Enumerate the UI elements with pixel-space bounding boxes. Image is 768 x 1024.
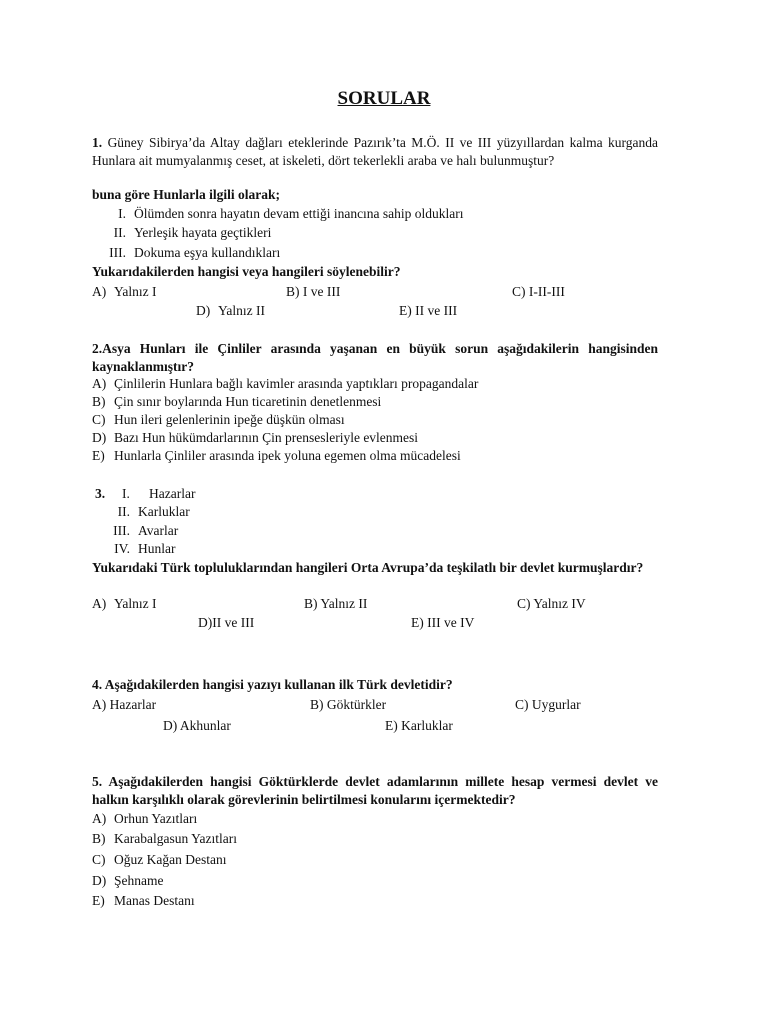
question-4-option-b: B) Göktürkler	[310, 697, 387, 712]
question-2-stem-text: 2.Asya Hunları ile Çinliler arasında yaşanan en büyük sorun aşağıdakilerin hangisinden kaynaklanmıştır?	[92, 341, 658, 374]
option-label: A)	[92, 596, 107, 611]
question-5-option	[92, 892, 195, 910]
item-label: I.	[118, 206, 126, 221]
item-label: II.	[113, 225, 126, 240]
question-1-option-e: E) II ve III	[399, 303, 458, 318]
item-label: IV.	[114, 541, 130, 556]
question-3-item	[96, 503, 190, 521]
option-label: B)	[92, 394, 106, 409]
option-label: E)	[92, 893, 105, 908]
option-text: Yalnız I	[114, 284, 157, 299]
option-label: D)	[92, 430, 107, 445]
option-label: C)	[92, 852, 106, 867]
question-3-option-b: B) Yalnız II	[304, 596, 368, 611]
option-label: A)	[92, 376, 107, 391]
question-5-option	[92, 872, 164, 890]
option-text: Bazı Hun hükümdarlarının Çin prensesleriyle evlenmesi	[114, 430, 419, 445]
question-3-option-a	[92, 595, 157, 613]
question-3-option-c: C) Yalnız IV	[517, 596, 586, 611]
question-1-item	[92, 205, 464, 223]
question-3-question-text: Yukarıdaki Türk topluluklarından hangileri Orta Avrupa’da teşkilatlı bir devlet kurmuşlardır?	[92, 560, 644, 575]
question-5-option	[92, 851, 226, 869]
option-text: Hunlarla Çinliler arasında ipek yoluna egemen olma mücadelesi	[114, 448, 461, 463]
question-1-item	[92, 224, 271, 242]
question-1-option-b: B) I ve III	[286, 284, 341, 299]
question-1-lead: buna göre Hunlarla ilgili olarak;	[92, 187, 281, 202]
question-5-option	[92, 810, 197, 828]
option-text: Oğuz Kağan Destanı	[114, 852, 227, 867]
option-text: Yalnız II	[218, 303, 265, 318]
page-title: SORULAR	[337, 88, 431, 109]
question-4-option-c: C) Uygurlar	[515, 697, 581, 712]
question-3-item	[96, 540, 176, 558]
option-label: C)	[92, 412, 106, 427]
item-label: III.	[109, 245, 126, 260]
question-1-option-a	[92, 283, 157, 301]
question-1-option-c: C) I-II-III	[512, 284, 565, 299]
question-3-question	[92, 559, 658, 577]
option-text: Hun ileri gelenlerinin ipeğe düşkün olması	[114, 412, 345, 427]
question-1-number: 1.	[92, 135, 103, 150]
item-label: I.	[122, 486, 130, 501]
option-text: Manas Destanı	[114, 893, 195, 908]
option-label: E)	[92, 448, 105, 463]
option-text: Yalnız I	[114, 596, 157, 611]
option-text: Çin sınır boylarında Hun ticaretinin denetlenmesi	[114, 394, 382, 409]
question-3-option-e: E) III ve IV	[411, 615, 475, 630]
question-4-option-a: A) Hazarlar	[92, 697, 157, 712]
question-5-stem	[92, 773, 658, 809]
question-4-option-e: E) Karluklar	[385, 718, 453, 733]
item-text: Dokuma eşya kullandıkları	[134, 245, 281, 260]
item-text: Yerleşik hayata geçtikleri	[134, 225, 272, 240]
question-3-option-d: D)II ve III	[198, 615, 255, 630]
question-2-option	[92, 393, 381, 411]
question-5-stem-text: 5. Aşağıdakilerden hangisi Göktürklerde devlet adamlarının millete hesap vermesi devlet ve halkın karşılıklı olarak görevlerinin belirtilmesi konularını içermektedir?	[92, 774, 658, 807]
item-text: Karluklar	[138, 504, 190, 519]
option-label: B)	[92, 831, 106, 846]
option-label: D)	[92, 873, 107, 888]
question-1-stem	[92, 134, 658, 170]
question-1-item	[92, 244, 280, 262]
question-4-stem: 4. Aşağıdakilerden hangisi yazıyı kullanan ilk Türk devletidir?	[92, 677, 453, 692]
option-text: Orhun Yazıtları	[114, 811, 198, 826]
question-3-item	[122, 485, 195, 503]
option-text: Şehname	[114, 873, 164, 888]
question-1-option-d	[196, 302, 265, 320]
question-1-question: Yukarıdakilerden hangisi veya hangileri söylenebilir?	[92, 264, 401, 279]
item-text: Hunlar	[138, 541, 176, 556]
item-label: III.	[113, 523, 130, 538]
question-3-item	[96, 522, 178, 540]
question-2-stem	[92, 340, 658, 376]
question-2-option	[92, 375, 478, 393]
question-1-stem-text: Güney Sibirya’da Altay dağları eteklerinde Pazırık’ta M.Ö. II ve III yüzyıllardan kalma kurganda Hunlara ait mumyalanmış ceset, at iskeleti, dört tekerlekli araba ve halı bulunmuştur?	[92, 135, 659, 168]
question-5-option	[92, 830, 237, 848]
option-label: A)	[92, 284, 107, 299]
question-3-number: 3.	[95, 486, 106, 501]
option-text: Karabalgasun Yazıtları	[114, 831, 237, 846]
option-label: D)	[196, 303, 211, 318]
question-2-option	[92, 429, 418, 447]
question-4-option-d: D) Akhunlar	[163, 718, 231, 733]
option-text: Çinlilerin Hunlara bağlı kavimler arasında yaptıkları propagandalar	[114, 376, 479, 391]
item-label: II.	[117, 504, 130, 519]
item-text: Avarlar	[138, 523, 179, 538]
item-text: Ölümden sonra hayatın devam ettiği inancına sahip oldukları	[134, 206, 464, 221]
question-2-option	[92, 447, 461, 465]
question-2-option	[92, 411, 345, 429]
option-label: A)	[92, 811, 107, 826]
item-text: Hazarlar	[149, 486, 196, 501]
